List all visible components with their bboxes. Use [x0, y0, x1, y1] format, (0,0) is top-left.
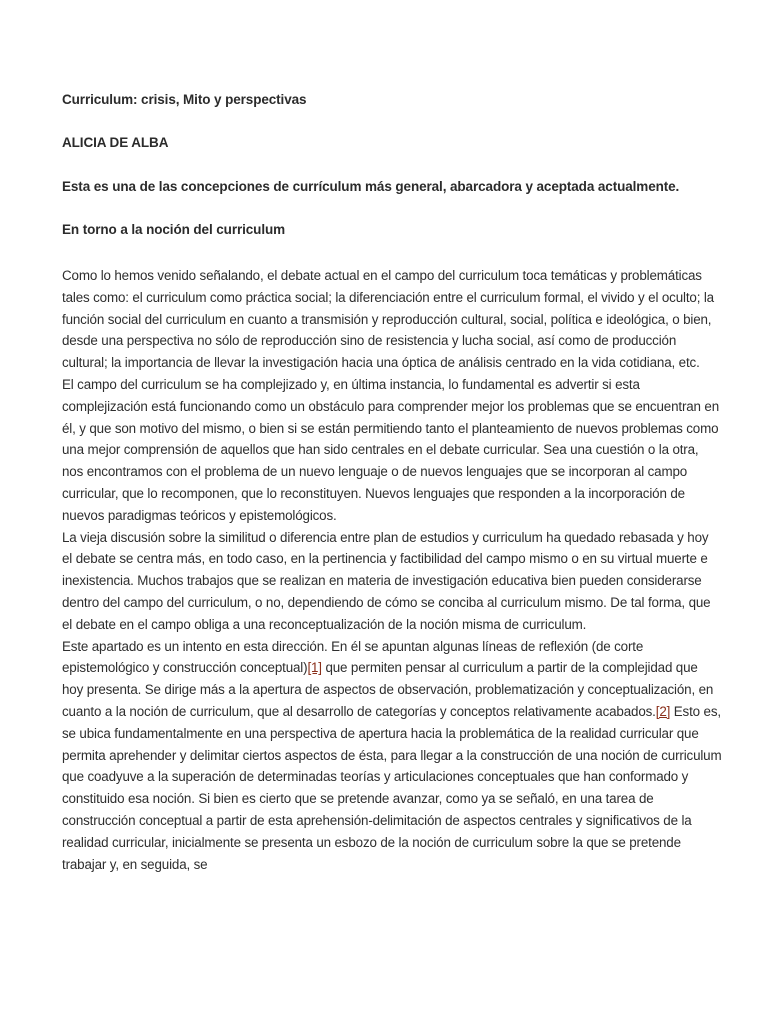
author-name: ALICIA DE ALBA	[62, 135, 169, 150]
paragraph-text: Este apartado es un intento en esta dirección. En él se apuntan algunas líneas de reflexión (de corte epistemológico y construcción conceptual)	[62, 638, 644, 676]
paragraph: El campo del curriculum se ha complejizado y, en última instancia, lo fundamental es advertir si esta complejización está funcionando como un obstáculo para comprender mejor los problemas que se encuentran en él, y que son motivo del mismo, o bien si se están permitiendo tanto el planteamiento de nuevos problemas como una mejor comprensión de aquellos que han sido centrales en el debate curricular. Sea una cuestión o la otra, nos encontramos con el problema de un nuevo lenguaje o de nuevos lenguajes que se incorporan al campo curricular, que lo recomponen, que lo reconstituyen. Nuevos lenguajes que responden a la incorporación de nuevos paradigmas teóricos y epistemológicos.	[62, 376, 720, 523]
paragraph: Como lo hemos venido señalando, el debate actual en el campo del curriculum toca temáticas y problemáticas tales como: el curriculum como práctica social; la diferenciación entre el curriculum formal, el vivido y el oculto; la función social del curriculum en cuanto a transmisión y reproducción cultural, social, política e ideológica, o bien, desde una perspectiva no sólo de reproducción sino de resistencia y lucha social, así como de producción cultural; la importancia de llevar la investigación hacia una óptica de análisis centrado en la vida cotidiana, etc.	[62, 268, 714, 371]
intro-statement: Esta es una de las concepciones de currículum más general, abarcadora y aceptada actualmente.	[62, 179, 680, 194]
paragraph-text: Esto es, se ubica fundamentalmente en una perspectiva de apertura hacia la problemática de la realidad curricular que permita aprehender y delimitar ciertos aspectos de ésta, para llegar a la construcción de una noción de curriculum que coadyuve a la superación de determinadas teorías y articulaciones conceptuales que han conformado y constituido esa noción. Si bien es cierto que se pretende avanzar, como ya se señaló, en una tarea de construcción conceptual a partir de esta aprehensión-delimitación de aspectos centrales y significativos de la realidad curricular, inicialmente se presenta un esbozo de la noción de curriculum sobre la que se pretende trabajar y, en seguida, se	[62, 703, 722, 872]
section-heading: En torno a la noción del curriculum	[62, 222, 286, 237]
document-title: Curriculum: crisis, Mito y perspectivas	[62, 92, 307, 107]
paragraph-with-footnotes	[62, 636, 722, 876]
paragraph-text: que permiten pensar al curriculum a partir de la complejidad que hoy presenta. Se dirige más a la apertura de aspectos de observación, problematización y conceptualización, en cuanto a la noción de curriculum, que al desarrollo de categorías y conceptos relativamente acabados.	[62, 660, 714, 719]
paragraph: La vieja discusión sobre la similitud o diferencia entre plan de estudios y curriculum ha quedado rebasada y hoy el debate se centra más, en todo caso, en la pertinencia y factibilidad del campo mismo o en su virtual muerte e inexistencia. Muchos trabajos que se realizan en materia de investigación educativa bien pueden considerarse dentro del campo del curriculum, o no, dependiendo de cómo se conciba al curriculum mismo. De tal forma, que el debate en el campo obliga a una reconceptualización de la noción misma de curriculum.	[62, 529, 711, 632]
body-text	[62, 265, 722, 875]
footnote-link-2[interactable]: [2]	[655, 703, 671, 719]
footnote-link-1[interactable]: [1]	[307, 660, 322, 676]
